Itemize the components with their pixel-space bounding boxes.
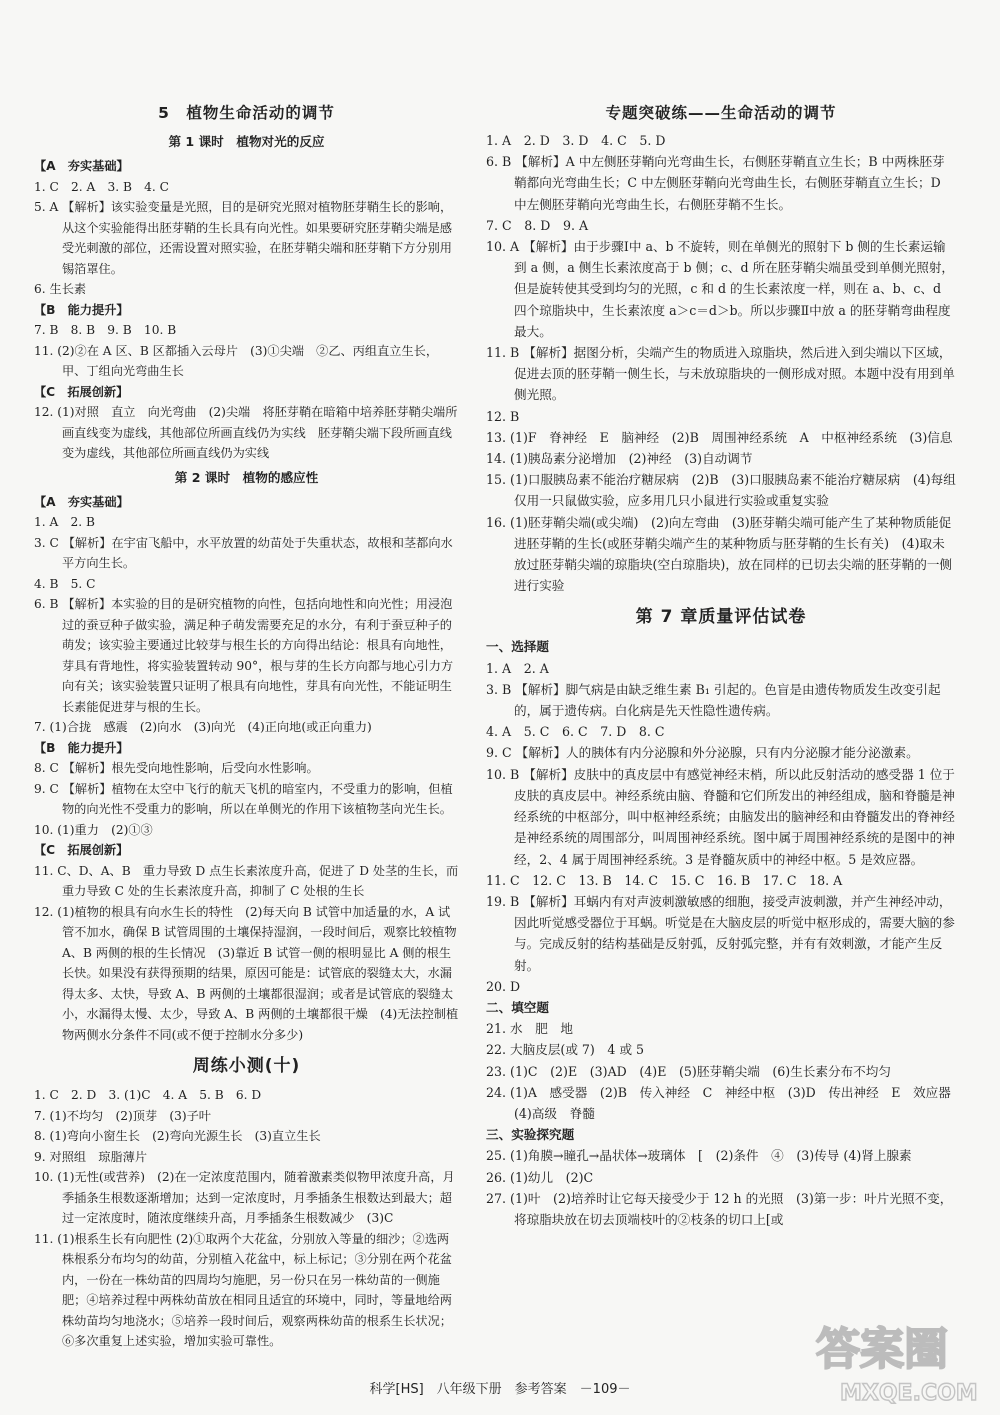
- answer-item: 25. (1)角膜→瞳孔→晶状体→玻璃体 [ (2)条件 ④ (3)传导 (4)肾上腺素: [486, 1148, 912, 1164]
- answer-item: 6. B 【解析】本实验的目的是研究植物的向性，包括向地性和向光性；用浸泡过的蚕豆种子做实验，满足种子萌发需要充足的水分，有利于蚕豆种子的萌发；该实验主要通过比较芽与根生长的方向得出结论：根具有向地性，芽具有背地性，将实验装置转动 90°，根与芽的生长方向都与地心引力方向有关；该实验装置只证明了根具有向地性，芽具有向光性，不能证明生长素能促进芽与根的生长。: [34, 597, 454, 714]
- answer-item: 1. A 2. A: [486, 660, 549, 676]
- answer-item: 5. A 【解析】该实验变量是光照，目的是研究光照对植物胚芽鞘生长的影响，从这个实验能得出胚芽鞘的生长具有向光性。如果要研究胚芽鞘尖端是感受光刺激的部位，还需设置对照实验，在胚芽鞘尖端和胚芽鞘下方分别用锡箔罩住。: [34, 200, 453, 276]
- answer-item: 7. (1)合拢 感震 (2)向水 (3)向光 (4)正向地(或正向重力): [34, 720, 372, 734]
- answer-item: 6. B 【解析】A 中左侧胚芽鞘向光弯曲生长，右侧胚芽鞘直立生长；B 中两株胚芽鞘都向光弯曲生长；C 中左侧胚芽鞘向光弯曲生长，右侧胚芽鞘直立生长；D 中左侧胚芽鞘向光弯曲生长，右侧胚芽鞘不生长。: [486, 154, 945, 212]
- answer-item: 12. B: [486, 408, 520, 424]
- question-type-header: 二、填空题: [486, 999, 549, 1015]
- answer-item: 7. C 8. D 9. A: [486, 217, 589, 233]
- answer-item: 9. 对照组 琼脂薄片: [34, 1149, 148, 1164]
- answer-item: 1. A 2. B: [34, 515, 95, 529]
- answer-item: 23. (1)C (2)E (3)AD (4)E (5)胚芽鞘尖端 (6)生长素分布不均匀: [486, 1063, 891, 1079]
- answer-item: 22. 大脑皮层(或 7) 4 或 5: [486, 1042, 645, 1058]
- answer-item: 1. A 2. D 3. D 4. C 5. D: [486, 133, 666, 148]
- answer-item: 3. B 【解析】脚气病是由缺乏维生素 B₁ 引起的。色盲是由遗传物质发生改变引起的，属于遗传病。白化病是先天性隐性遗传病。: [486, 681, 941, 719]
- level-header: 【C 拓展创新】: [34, 843, 129, 857]
- question-type-header: 一、选择题: [486, 639, 549, 655]
- site-watermark: [812, 1312, 982, 1408]
- answer-item: 7. (1)不均匀 (2)顶芽 (3)子叶: [34, 1108, 211, 1123]
- answer-item: 24. (1)A 感受器 (2)B 传入神经 C 神经中枢 (3)D 传出神经 E 效应器 (4)高级 脊髓: [486, 1084, 964, 1121]
- answer-item: 10. (1)无性(或营养) (2)在一定浓度范围内，随着激素类似物甲浓度升高，月季插条生根数逐渐增加；达到一定浓度时，月季插条生根数达到最大；超过一定浓度时，随浓度继续升高，月季插条生根数减少 (3)C: [34, 1170, 455, 1225]
- answer-item: 19. B 【解析】耳蜗内有对声波刺激敏感的细胞，接受声波刺激，并产生神经冲动，因此听觉感受器位于耳蜗。听觉是在大脑皮层的听觉中枢形成的，需要大脑的参与。完成反射的结构基础是反射弧，反射弧完整，并有有效刺激，才能产生反射。: [486, 893, 955, 973]
- answer-item: 12. (1)植物的根具有向水生长的特性 (2)每天向 B 试管中加适量的水，A 试管不加水，确保 B 试管周围的土壤保持湿润，一段时间后，观察比较植物 A、B 两侧的根的生长情况 (3)靠近 B 试管一侧的根明显比 A 侧的根生长快。如果没有获得预期的结果，原因可能是：试管底的裂缝太大，水漏得太多、太快，导致 A、B 两侧的土壤都很湿润；或者是试管底的裂缝太小，水漏得太慢、太少，导致 A、B 两侧的土壤都很干燥 (4)无法控制植物两侧水分条件不同(或不便于控制水分多少): [34, 904, 459, 1042]
- answer-item: 1. C 2. A 3. B 4. C: [34, 179, 169, 194]
- level-header: 【B 能力提升】: [34, 302, 129, 317]
- answer-item: 11. B 【解析】据图分析，尖端产生的物质进入琼脂块，然后进入到尖端以下区域，促进去顶的胚芽鞘一侧生长，与未放琼脂块的一侧形成对照。本题中没有用到单侧光照。: [486, 345, 955, 403]
- page-footer: 科学[HS] 八年级下册 参考答案 －109－: [369, 1382, 631, 1397]
- answer-item: 11. C、D、A、B 重力导致 D 点生长素浓度升高，促进了 D 处茎的生长，而重力导致 C 处的生长素浓度升高，抑制了 C 处根的生长: [34, 863, 459, 898]
- answer-item: 4. B 5. C: [34, 576, 96, 591]
- level-header: 【A 夯实基础】: [34, 494, 129, 509]
- lesson-subtitle: 第 2 课时 植物的感应性: [174, 469, 319, 485]
- answer-item: 9. C 【解析】人的胰体有内分泌腺和外分泌腺，只有内分泌腺才能分泌激素。: [486, 745, 919, 761]
- answer-item: 10. B 【解析】皮肤中的真皮层中有感觉神经末梢，所以此反射活动的感受器 1 位于皮肤的真皮层中。神经系统由脑、脊髓和它们所发出的神经组成，脑和脊髓是神经系统的中枢部分，叫中枢神经系统；由脑发出的脑神经和由脊髓发出的脊神经是神经系统的周围部分，叫周围神经系统。图中属于周围神经系统的是图中的神经，2、4 属于周围神经系统。3 是脊髓灰质中的神经中枢。5 是效应器。: [486, 766, 955, 867]
- answer-item: 26. (1)幼儿 (2)C: [486, 1169, 594, 1185]
- section-title: 第 7 章质量评估试卷: [635, 607, 807, 628]
- right-column: [486, 98, 964, 1230]
- answer-item: 11. (2)②在 A 区、B 区都插入云母片 (3)①尖端 ②乙、丙组直立生长，甲、丁组向光弯曲生长: [34, 343, 439, 378]
- answer-item: 12. (1)对照 直立 向光弯曲 (2)尖端 将胚芽鞘在暗箱中培养胚芽鞘尖端所画直线变为虚线，其他部位所画直线仍为实线 胚芽鞘尖端下段所画直线变为虚线，其他部位所画直线仍为实线: [34, 405, 458, 460]
- answer-item: 8. (1)弯向小窗生长 (2)弯向光源生长 (3)直立生长: [34, 1129, 321, 1143]
- question-type-header: 三、实验探究题: [486, 1127, 575, 1143]
- answer-item: 9. C 【解析】植物在太空中飞行的航天飞机的暗室内，不受重力的影响，但植物的向光性不受重力的影响，所以在单侧光的作用下该植物茎向光生长。: [34, 781, 453, 816]
- watermark-logo-text: 答案圈: [816, 1324, 948, 1375]
- answer-item: 20. D: [486, 978, 521, 994]
- answer-item: 8. C 【解析】根先受向地性影响，后受向水性影响。: [34, 761, 319, 775]
- level-header: 【C 拓展创新】: [34, 384, 129, 399]
- answer-item: 10. (1)重力 (2)①③: [34, 822, 153, 837]
- answer-item: 10. A 【解析】由于步骤Ⅰ中 a、b 不旋转，则在单侧光的照射下 b 侧的生长素运输到 a 侧，a 侧生长素浓度高于 b 侧；c、d 所在胚芽鞘尖端虽受到单侧光照射，但是旋转使其受到均匀的光照，c 和 d 的生长素浓度一样，则在 a、b、c、d 四个琼脂块中，生长素浓度 a＞c＝d＞b。所以步骤Ⅱ中放 a 的胚芽鞘弯曲程度最大。: [486, 239, 955, 339]
- level-header: 【B 能力提升】: [34, 740, 129, 755]
- answer-item: 13. (1)F 脊神经 E 脑神经 (2)B 周围神经系统 A 中枢神经系统 (3)信息: [486, 429, 953, 445]
- section-title: 周练小测(十): [192, 1056, 301, 1076]
- answer-item: 27. (1)叶 (2)培养时让它每天接受少于 12 h 的光照 (3)第一步：叶片光照不变，将琼脂块放在切去顶端枝叶的②枝条的切口上[或: [486, 1190, 953, 1227]
- answer-item: 15. (1)口服胰岛素不能治疗糖尿病 (2)B (3)口服胰岛素不能治疗糖尿病 (4)每组仅用一只鼠做实验，应多用几只小鼠进行实验或重复实验: [486, 472, 956, 509]
- answer-item: 6. 生长素: [34, 282, 87, 296]
- answer-item: 11. C 12. C 13. B 14. C 15. C 16. B 17. C 18. A: [486, 872, 843, 888]
- answer-item: 11. (1)根系生长有向肥性 (2)①取两个大花盆，分别放入等量的细沙；②选两株根系分布均匀的幼苗，分别植入花盆中，标上标记；③分别在两个花盆内，一份在一株幼苗的四周均匀施肥，另一份只在另一株幼苗的一侧施肥；④培养过程中两株幼苗放在相同且适宜的环境中，同时，等量地给两株幼苗均匀地浇水；⑤培养一段时间后，观察两株幼苗的根系生长状况；⑥多次重复上述实验，增加实验可靠性。: [34, 1231, 452, 1348]
- watermark-url-text: MXQE.COM: [840, 1381, 978, 1406]
- answer-item: 1. C 2. D 3. (1)C 4. A 5. B 6. D: [34, 1088, 262, 1102]
- lesson-subtitle: 第 1 课时 植物对光的反应: [168, 134, 325, 149]
- level-header: 【A 夯实基础】: [34, 159, 129, 173]
- left-column: [34, 98, 459, 1352]
- answer-item: 4. A 5. C 6. C 7. D 8. C: [486, 724, 665, 740]
- answer-item: 21. 水 肥 地: [486, 1021, 574, 1037]
- answer-item: 3. C 【解析】在宇宙飞船中，水平放置的幼苗处于失重状态，故根和茎都向水平方向生长。: [34, 535, 453, 570]
- answer-item: 14. (1)胰岛素分泌增加 (2)神经 (3)自动调节: [486, 451, 753, 467]
- section-title: 专题突破练——生命活动的调节: [605, 104, 837, 122]
- section-title: 5 植物生命活动的调节: [158, 104, 335, 122]
- answer-item: 16. (1)胚芽鞘尖端(或尖端) (2)向左弯曲 (3)胚芽鞘尖端可能产生了某种物质能促进胚芽鞘的生长(或胚芽鞘尖端产生的某种物质与胚芽鞘的生长有关) (4)取未放过胚芽鞘尖端的琼脂块(空白琼脂块)，放在同样的已切去尖端的胚芽鞘的一侧进行实验: [486, 514, 953, 594]
- answer-item: 7. B 8. B 9. B 10. B: [34, 323, 177, 337]
